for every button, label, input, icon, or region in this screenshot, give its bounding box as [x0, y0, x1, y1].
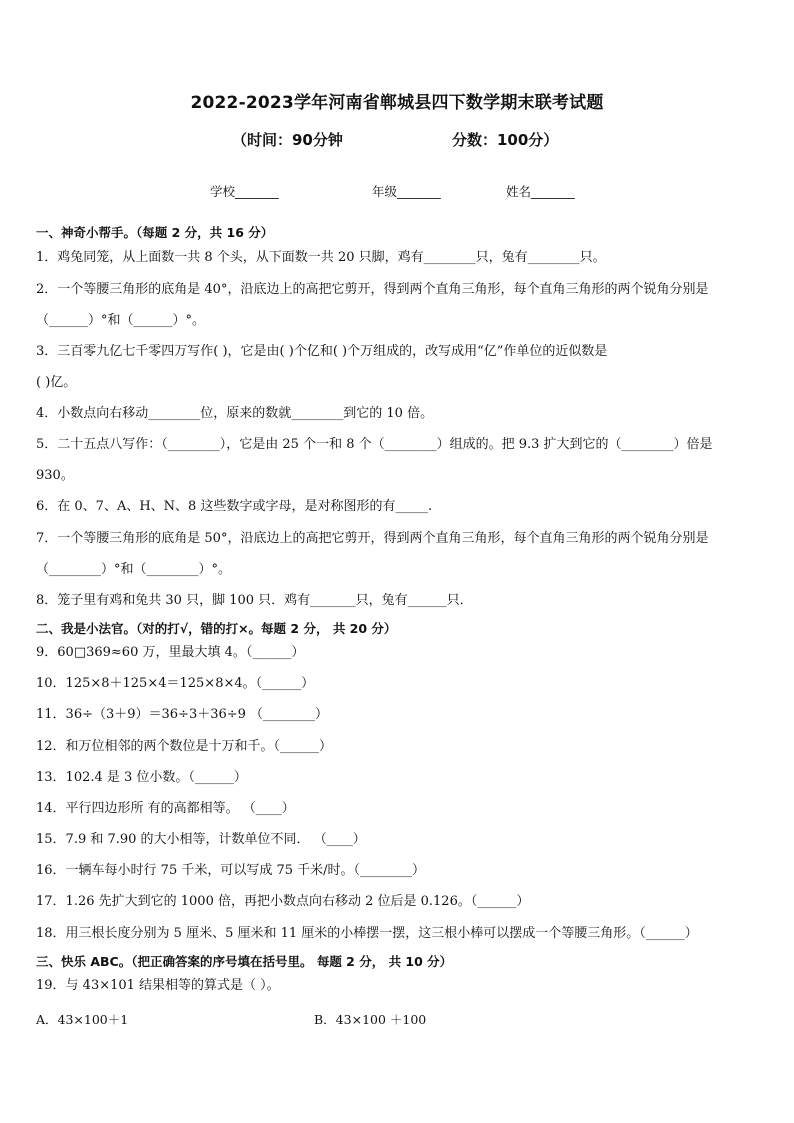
question-18: 18．用三根长度分别为 5 厘米、5 厘米和 11 厘米的小棒摆一摆，这三根小棒可以摆成一个等腰三角形。（______）	[36, 926, 698, 941]
question-1: 1．鸡兔同笼，从上面数一共 8 个头，从下面数一共 20 只脚，鸡有________只，兔有________只。	[36, 250, 606, 265]
question-6: 6．在 0、7、A、H、N、8 这些数字或字母，是对称图形的有_____.	[36, 499, 433, 514]
question-8: 8．笼子里有鸡和兔共 30 只，脚 100 只．鸡有_______只，兔有______只．	[36, 593, 473, 608]
section-2-heading: 二、我是小法官。（对的打√，错的打×。每题 2 分， 共 20 分）	[36, 621, 397, 636]
school-field: 学校_______	[210, 184, 279, 199]
exam-time: （时间：90分钟	[232, 131, 343, 149]
name-field: 姓名_______	[506, 184, 575, 199]
question-15: 15．7.9 和 7.90 的大小相等，计数单位不同． （____）	[36, 832, 366, 847]
question-9: 9．60□369≈60 万，里最大填 4。（______）	[36, 645, 305, 660]
question-10: 10．125×8＋125×4＝125×8×4。（______）	[36, 676, 315, 691]
question-12: 12．和万位相邻的两个数位是十万和千。（______）	[36, 739, 333, 754]
question-7-cont: （________）°和（________）°。	[36, 562, 232, 577]
option-b: B．43×100 ＋100	[314, 1012, 427, 1027]
question-7: 7．一个等腰三角形的底角是 50°，沿底边上的高把它剪开，得到两个直角三角形，每个直角三角形的两个锐角分别是	[36, 531, 709, 546]
section-1-heading: 一、神奇小帮手。（每题 2 分，共 16 分）	[36, 225, 274, 240]
question-4: 4．小数点向右移动________位，原来的数就________到它的 10 倍。	[36, 406, 434, 421]
exam-title: 2022-2023学年河南省郸城县四下数学期末联考试题	[190, 93, 604, 113]
question-13: 13．102.4 是 3 位小数。（______）	[36, 770, 247, 785]
question-5-cont: 930。	[36, 468, 74, 483]
question-3: 3．三百零九亿七千零四万写作( )，它是由( )个亿和( )个万组成的，改写成用“亿”作单位的近似数是	[36, 344, 608, 359]
section-3-heading: 三、快乐 ABC。（把正确答案的序号填在括号里。 每题 2 分， 共 10 分）	[36, 954, 453, 969]
question-5: 5．二十五点八写作：（________），它是由 25 个一和 8 个（________）组成的。把 9.3 扩大到它的（________）倍是	[36, 437, 713, 452]
exam-score: 分数：100分）	[452, 131, 559, 149]
question-3-cont: ( )亿。	[36, 375, 77, 390]
question-17: 17．1.26 先扩大到它的 1000 倍，再把小数点向右移动 2 位后是 0.126。（______）	[36, 894, 530, 909]
question-19: 19．与 43×101 结果相等的算式是（ ）。	[36, 978, 280, 993]
option-a: A．43×100＋1	[36, 1012, 129, 1027]
question-2-cont: （______）°和（______）°。	[36, 313, 206, 328]
question-2: 2．一个等腰三角形的底角是 40°，沿底边上的高把它剪开，得到两个直角三角形，每个直角三角形的两个锐角分别是	[36, 282, 709, 297]
question-11: 11．36÷（3＋9）＝36÷3＋36÷9 （________）	[36, 707, 329, 722]
question-14: 14．平行四边形所 有的高都相等。 （____）	[36, 801, 295, 816]
question-16: 16．一辆车每小时行 75 千米，可以写成 75 千米/时。（________）	[36, 863, 426, 878]
grade-field: 年级_______	[372, 184, 441, 199]
